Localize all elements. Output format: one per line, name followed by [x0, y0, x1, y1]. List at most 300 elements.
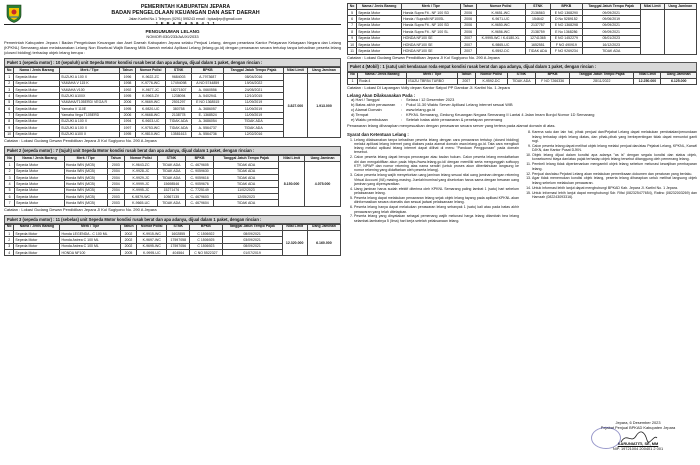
table-cell: Sepeda Motor: [357, 22, 402, 28]
column-header: STNK: [525, 4, 551, 10]
table-cell: 2136563: [525, 10, 551, 16]
table-cell: 05/01/2023: [582, 35, 640, 41]
paket2-rows: [5, 162, 341, 207]
table-cell: 7: [348, 22, 357, 28]
paket4-location: Catatan : Lokasi Di Lapangan Volly depan Kantor Satpol PP Damkar Jl. Kartini No. 1 Jepara: [347, 85, 510, 91]
column-header: Uang Jaminan: [305, 156, 341, 162]
paket3-continued-table: [347, 3, 697, 55]
table-cell: 09/06/2019: [582, 16, 640, 22]
column-header: Tahun: [460, 4, 476, 10]
table-cell: TIDAK ADA: [157, 200, 185, 206]
table-cell: F NO 9269234: [551, 48, 582, 54]
schedule-list: [347, 98, 697, 122]
table-cell: Sepeda Motor: [14, 237, 60, 243]
table-cell: HONDA NF100 SE: [402, 48, 461, 54]
regency-crest-icon: [6, 4, 22, 23]
schedule-item-label: d) Tempat: [351, 111, 369, 117]
column-header: Tanggal Jatuh Tempo Pajak: [214, 156, 279, 162]
table-cell: 2003: [107, 200, 125, 206]
deposit-value-cell: 1.913.000: [307, 74, 340, 138]
table-cell: K-9995-UC: [137, 250, 167, 256]
table-cell: A- 5402941: [192, 93, 224, 99]
column-header: Tahun: [458, 72, 475, 78]
table-cell: 12741365: [525, 35, 551, 41]
column-header: Nilai Limit: [640, 4, 664, 10]
table-cell: 2501297: [166, 99, 192, 105]
table-cell: Honda WIN (MCB): [64, 194, 107, 200]
handwritten-signature-icon: [619, 430, 659, 446]
paket1-rows: [5, 74, 341, 138]
schedule-item-value: Pukul 11.30 Waktu Server Aplikasi Lelang internet sesuai WIB: [406, 102, 513, 107]
table-cell: Honda WIN (MCB): [64, 174, 107, 180]
table-cell: Sepeda Motor: [357, 35, 402, 41]
table-cell: 15271476: [157, 187, 185, 193]
table-cell: HONDA NF100 SE: [402, 35, 461, 41]
table-cell: 2138759: [525, 29, 551, 35]
table-cell: 12/10/2015: [224, 93, 284, 99]
terms-item: 5. Peserta lelang dapat melakukan penawaran lelang sejak objek lelang tayang pada aplikasi KPKNL akan diinformasikan secara otomatis dan sesuai jadwal pelaksanaan lelang.: [354, 196, 519, 205]
table-cell: YAMAHA V 115 K: [60, 80, 120, 86]
table-cell: 08/09/2021: [222, 230, 282, 236]
table-cell: 2137757: [525, 22, 551, 28]
table-cell: 15698546: [157, 181, 185, 187]
table-cell: 1994: [119, 118, 135, 124]
table-cell: 5: [5, 99, 14, 105]
letterhead-city: J E P A R A 5 9 4 1 1: [155, 21, 216, 27]
table-cell: 8: [5, 118, 14, 124]
table-cell: Sepeda Motor: [15, 168, 65, 174]
column-header: No: [5, 68, 14, 74]
table-cell: YAMAHA V100: [60, 87, 120, 93]
table-cell: 1: [348, 78, 358, 84]
table-cell: E NO 1368298: [551, 22, 582, 28]
paket3-table: [4, 224, 341, 257]
paket3-location: Catatan : Lokasi Gudang Dewan Pendidikan Jepara Jl Kol Sugiyono No. 290 A Jepara: [347, 54, 500, 60]
table-cell: TIDAK ADA: [166, 118, 192, 124]
table-cell: 2006: [460, 22, 476, 28]
letterhead-address: Jalan Kartini No.1 Telepon (0291) 595243 email : bpkadjep@gmail.com: [128, 16, 243, 21]
table-cell: C- 4679605: [185, 162, 213, 168]
table-cell: C 1506925: [190, 237, 222, 243]
table-cell: Honda Supra Fit - NF 100 SD: [402, 10, 461, 16]
table-cell: 1998: [119, 80, 135, 86]
schedule-item-label: c) Alamat Domain: [351, 106, 382, 112]
table-cell: Yamaha V 110E: [60, 106, 120, 112]
column-header: Merk / Tipe: [60, 68, 120, 74]
table-cell: Sepeda Motor: [15, 162, 65, 168]
column-header: STNK: [157, 156, 185, 162]
table-cell: 2004: [107, 187, 125, 193]
table-cell: 1602855: [167, 230, 190, 236]
table-cell: 3: [5, 174, 15, 180]
announcement-number: NOMOR:030/233/AA/XI/2033: [146, 33, 199, 39]
table-cell: Honda Supra Fit - NF 100 SL: [402, 29, 461, 35]
table-cell: C- 9059676: [185, 181, 213, 187]
table-cell: F NO 7266336: [535, 78, 569, 84]
table-cell: 11/09/2019: [224, 112, 284, 118]
table-cell: 6: [5, 194, 15, 200]
table-cell: 1: [5, 230, 14, 236]
table-cell: 2: [5, 237, 14, 243]
table-cell: 09/09/2021: [582, 22, 640, 28]
limit-value-cell: 8.150.000: [278, 162, 304, 207]
terms-item: 8. Karena satu dan lain hal, pihak penjual dan/Pejabat Lelang dapat melakukan pembatalan/penundaan lelang terhadap objek lelang diatas, dan pihak-pihak yang berkepentingan tidak dapat menuntut ganti rugi.: [532, 130, 697, 143]
table-cell: 17597058: [167, 237, 190, 243]
table-cell: 08/04/2016: [224, 74, 284, 80]
terms-item: 15. Untuk informasi lebih lanjut dapat menghubungi Sdr. Rifai (082325477654), Ratino (08232003269) dan Hamzah (082243093316).: [532, 191, 697, 200]
terms-item: 2. Calon peserta lelang dapat berupa perorangan atau badan hukum. Calon peserta lelang mendaftarkan diri dan mengaktifkan akun pada https://www.lelang.go.id/ dengan memiliki serta mengunggah softcopy KTP, NPWP dan nomor rekening atas nama sendiri (untuk proses akun diberitahukan langsung ke nomor rekening yang didaftarkan oleh peserta lelang).: [354, 155, 519, 172]
table-cell: Sepeda Motor: [14, 93, 60, 99]
table-cell: Sepeda Motor: [15, 200, 65, 206]
column-header: Nama / Jenis Barang: [15, 156, 65, 162]
table-cell: 24/05/2021: [224, 87, 284, 93]
table-cell: Sepeda Motor: [14, 74, 60, 80]
table-cell: Honda / Supra8t NF100SL: [402, 16, 461, 22]
paket4-heading: Paket 4 (Mobil) : 1 (satu) unit kendaraan roda empat kondisi rusak berat dan apa adanya, dijual dalam 1 paket, dengan rincian :: [347, 62, 697, 71]
table-cell: Honda Astrea C 100 ML: [60, 243, 120, 249]
table-cell: [640, 10, 664, 55]
terms-item: 10. Objek lelang dijual dalam kondisi apa adanya "as is" dengan segala kondisi dan status objek, konsekuensi biaya dan/atau pajak terhadap objek lelang tersebut ditanggung oleh pemenang lelang.: [532, 153, 697, 162]
table-cell: 2002: [120, 230, 136, 236]
table-cell: A- 3686057: [192, 106, 224, 112]
terms-item: 14. Untuk informasi lebih lanjut dapat menghubungi BPKAD Kab. Jepara Jl. Kartini No. 1 Jepara.: [532, 186, 697, 190]
table-cell: E No 1368286: [551, 29, 582, 35]
table-cell: 11/09/2019: [224, 99, 284, 105]
table-cell: 2002: [120, 237, 136, 243]
table-cell: Sepeda Motor: [14, 131, 60, 137]
table-cell: K-9665-UC: [125, 200, 158, 206]
table-cell: 9684003: [166, 74, 192, 80]
table-cell: K-9643-ZC: [125, 162, 158, 168]
table-cell: SUZUKI A100 X: [60, 131, 120, 137]
table-cell: A- 5564736: [192, 131, 224, 137]
table-cell: 09/09/2021: [582, 29, 640, 35]
table-cell: 2138778: [166, 112, 192, 118]
terms-item: 3. Calon peserta lelang wajib menyetorkan uang jaminan lelang sesuai nilai uang jaminan dengan rekening Virtual Account (VA) masing-masing. Jumlah/nominal yang disetorkan harus sama dengan besaran uang jaminan yang dipersyaratkan.: [354, 173, 519, 186]
table-cell: 2006: [460, 16, 476, 22]
table-cell: 4: [5, 250, 14, 256]
table-cell: K-9651-WC: [476, 10, 525, 16]
table-cell: Sepeda Motor: [14, 230, 60, 236]
table-cell: Honda WIN (MCB): [64, 200, 107, 206]
paket2-table: [4, 155, 341, 207]
table-cell: TIDAK ADA: [157, 174, 185, 180]
table-cell: 9: [348, 35, 357, 41]
paket3-rows: [5, 230, 341, 256]
table-cell: K-9669-WC: [136, 99, 166, 105]
column-header: Tahun: [107, 156, 125, 162]
terms-section: [347, 130, 697, 223]
schedule-item-value: www.lelang.go.id: [406, 106, 436, 112]
schedule-item-label: e) Waktu pembukaan: [351, 116, 388, 122]
table-cell: Sepeda Motor: [14, 99, 60, 105]
table-cell: Sepeda Motor: [357, 16, 402, 22]
table-cell: 1: [5, 162, 15, 168]
table-cell: 3: [5, 87, 14, 93]
terms-item: 11. Pembeli lelang tidak diperkenankan mengambil objek lelang sebelum melunasi kewajiban pembayaran lelang.: [532, 162, 697, 171]
table-cell: 2005: [120, 250, 136, 256]
column-header: Uang Jaminan: [664, 4, 696, 10]
column-header: No: [348, 4, 357, 10]
table-cell: K-9592-DC: [475, 78, 507, 84]
table-cell: E NO 1368290: [551, 10, 582, 16]
table-cell: Sepeda Motor: [14, 80, 60, 86]
table-cell: 404564: [167, 250, 190, 256]
table-cell: Honda Astrea C 100 ML: [60, 237, 120, 243]
table-cell: 18271507: [166, 87, 192, 93]
paket1-heading: Paket 1 (sepeda motor) : 10 (sepuluh) unit Sepeda Motor kondisi rusak berat dan apa adanya, dijual dalam 1 paket, dengan rincian :: [4, 58, 341, 67]
table-cell: Sepeda Motor: [14, 125, 60, 131]
table-cell: 17494098: [166, 80, 192, 86]
table-cell: 7: [5, 200, 15, 206]
table-cell: Sepeda Motor: [14, 87, 60, 93]
table-cell: 2007: [460, 41, 476, 47]
column-header: No: [5, 156, 15, 162]
schedule-item-label: a) Hari / Tanggal: [351, 97, 380, 103]
column-header: Nama / Jenis Barang: [14, 68, 60, 74]
table-cell: 8: [348, 29, 357, 35]
table-cell: ISUZU TBR54 TURBO: [407, 78, 458, 84]
table-cell: Honda Supra Fit - NF 100 SD: [402, 22, 461, 28]
table-cell: 2: [5, 80, 14, 86]
table-cell: 2006: [119, 99, 135, 105]
terms-item: 6. Peserta lelang hanya dapat melakukan penawaran lelang sebanyak 1 (satu) kali atau pada batas akhir penawaran yang telah ditetapkan.: [354, 205, 519, 214]
signature-title: Pejabat Penjual BPKAD Kabupaten Jepara: [600, 424, 676, 430]
table-cell: C- 4679603: [185, 194, 213, 200]
table-cell: TIDAK ADA: [214, 181, 279, 187]
table-cell: 1997: [119, 125, 135, 131]
terms-list-right: [525, 130, 697, 199]
column-header: Nomor Polisi: [476, 4, 525, 10]
paket4-table: [347, 72, 697, 85]
table-cell: SUZUKI A100X: [60, 93, 120, 99]
table-cell: TIDAK ADA: [214, 174, 279, 180]
column-header: No: [348, 72, 358, 78]
announcement-title: PENGUMUMAN LELANG: [145, 29, 200, 34]
table-cell: TIDAK ADA: [214, 200, 279, 206]
table-cell: 19/04/2022: [224, 80, 284, 86]
signature-place-date: Jepara, 6 Desember 2023: [615, 420, 661, 425]
table-cell: 10: [5, 131, 14, 137]
deposit-value-cell: 4.075.000: [305, 162, 341, 207]
table-cell: 2003: [107, 162, 125, 168]
table-cell: K-9999-JC: [125, 181, 158, 187]
column-header: STNK: [166, 68, 192, 74]
table-cell: 09/09/2021: [582, 10, 640, 16]
table-cell: 08/09/2021: [222, 243, 282, 249]
table-cell: K-9995-WC / K-6180-XL: [476, 35, 525, 41]
table-cell: K-9929-JC: [125, 174, 158, 180]
table-cell: C- 9059616: [185, 174, 213, 180]
table-cell: E NO 1452279: [551, 35, 582, 41]
paket2-heading: Paket 2 (sepeda motor) : 7 (tujuh) unit Sepeda Motor kondisi rusak berat dan apa adanya, dijual dalam 1 paket, dengan rincian :: [4, 146, 341, 155]
table-cell: Roda 4: [358, 78, 407, 84]
table-cell: 11/09/2019: [224, 106, 284, 112]
table-cell: HONDA NF100: [60, 250, 120, 256]
table-cell: 1995: [119, 93, 135, 99]
table-cell: 6: [5, 106, 14, 112]
table-cell: 2002: [120, 243, 136, 249]
table-cell: D No 5289152: [551, 16, 582, 22]
table-cell: TIDAK ADA: [157, 168, 185, 174]
column-header: Merk / Tipe: [402, 4, 461, 10]
table-cell: Sepeda Motor: [15, 174, 65, 180]
table-cell: 2003: [107, 194, 125, 200]
column-header: STNK: [507, 72, 535, 78]
schedule-title: Lelang Akan Dilaksanakan Pada :: [347, 92, 416, 98]
table-cell: 03/09/2021: [222, 237, 282, 243]
column-header: BPKB: [190, 224, 222, 230]
terms-item: 1. Lelang dilaksanakan tanpa kehadiran peserta lelang dengan cara penawaran tertutup (closed bidding) melalui aplikasi lelang internet yang diakses pada alamat domain www.lelang.go.id. Tata cara mengikuti lelang melalui aplikasi lelang internet dapat dilihat di menu "Panduan Penggunaan" pada domain tersebut.: [354, 138, 519, 155]
table-cell: C- 4679604: [185, 200, 213, 206]
terms-title: Syarat dan Ketentuan Lelang :: [347, 132, 409, 138]
table-cell: 4: [5, 181, 15, 187]
column-header: BPKB: [185, 156, 213, 162]
column-header: Nilai Limit: [278, 156, 304, 162]
table-cell: Honda WIN (MCB): [64, 181, 107, 187]
table-cell: Sepeda Motor: [14, 118, 60, 124]
schedule-item-value: KPKNL Semarang, Gedung Keuangan Negara Semarang II Lantai 4 Jalan Imam Bonjol Nomor 1D Semarang: [406, 111, 595, 117]
table-cell: E NO 1368515: [192, 99, 224, 105]
table-cell: K-9879-WC: [125, 194, 158, 200]
table-cell: Sepeda Motor: [15, 181, 65, 187]
table-cell: C- 7725149: [185, 187, 213, 193]
table-cell: 1992: [119, 87, 135, 93]
colon-separator: :: [401, 106, 403, 112]
table-cell: C NO 5522327: [190, 250, 222, 256]
table-cell: 7: [5, 112, 14, 118]
table-cell: K-9776-WC: [136, 80, 166, 86]
table-cell: 12/02/2016: [224, 131, 284, 137]
column-header: Nomor Polisi: [125, 156, 158, 162]
table-row: [348, 78, 697, 84]
table-cell: SUZUKI A 100 X: [60, 118, 120, 124]
table-cell: TIDAK ADA: [214, 162, 279, 168]
table-cell: K-9668-WC: [136, 112, 166, 118]
column-header: Nomor Polisi: [136, 68, 166, 74]
table-cell: [664, 10, 696, 55]
table-cell: TIDAK ADA: [224, 118, 284, 124]
table-cell: K-9603-UC: [136, 118, 166, 124]
table-cell: 380758: [166, 106, 192, 112]
column-header: Nama / Jenis Barang: [357, 4, 402, 10]
terms-item: 4. Uang jaminan harus sudah efektif diterima oleh KPKNL Semarang paling lambat 1 (satu) hari sebelum pelaksanaan lelang.: [354, 187, 519, 196]
limit-value-cell: 12.250.000: [634, 78, 661, 84]
paket4-rows: [348, 78, 697, 84]
table-cell: K-9592-DC: [476, 48, 525, 54]
column-header: BPKB: [551, 4, 582, 10]
table-cell: Sepeda Motor: [357, 29, 402, 35]
colon-separator: :: [401, 102, 403, 107]
table-cell: TIDAK ADA: [582, 48, 640, 54]
announcement-intro: Pemerintah Kabupaten Jepara / Badan Pengelolaan Keuangan dan Aset Daerah Kabupaten Jepara selaku Penjual Lelang, dengan perantara Kantor Pelayanan Kekayaan Negara dan Lelang (KPKNL) Semarang akan melaksanakan Lelang Non Eksekusi Wajib Barang Milik Daerah melalui Aplikasi Lelang (lelang.go.id) dengan penawaran secara tertutup tanpa kehadiran peserta lelang (closed bidding) terhadap objek lelang berupa :: [4, 40, 341, 56]
table-cell: 2007: [460, 35, 476, 41]
column-header: BPKB: [535, 72, 569, 78]
deposit-value-cell: 6.160.000: [307, 230, 340, 256]
table-cell: Sepeda Motor: [15, 187, 65, 193]
column-header: Tanggal Jatuh Tempo Pajak: [224, 68, 284, 74]
table-cell: 2004: [107, 174, 125, 180]
table-cell: SUZUKI A 100 X: [60, 74, 120, 80]
column-header: BPKB: [192, 68, 224, 74]
table-cell: SUZUKI A 100 X: [60, 125, 120, 131]
table-cell: 1995: [119, 106, 135, 112]
table-cell: K-9697-WC: [137, 237, 167, 243]
column-header: Tahun: [119, 68, 135, 74]
table-cell: 3: [5, 243, 14, 249]
table-cell: 1652551: [525, 41, 551, 47]
column-header: Tanggal Jatuh Tempo Pajak: [582, 4, 640, 10]
table-cell: K-9622-ZC: [136, 74, 166, 80]
terms-item: 12. Penjual dan/atau Pejabat Lelang akan melakukan pemeriksaan dokumen dan peraturan yang berlaku.: [532, 172, 697, 176]
table-cell: Sepeda Motor: [14, 243, 60, 249]
table-cell: TIDAK ADA: [214, 168, 279, 174]
column-header: Tahun: [120, 224, 136, 230]
table-cell: 12/05/2023: [214, 194, 279, 200]
table-cell: 4: [5, 93, 14, 99]
table-cell: K-9963-ZV: [136, 93, 166, 99]
schedule-item-value: Selasa / 12 Desember 2023: [406, 97, 455, 103]
table-cell: HONDA NF100 SE: [402, 41, 461, 47]
table-cell: C 1506922: [190, 230, 222, 236]
table-cell: 2007: [460, 48, 476, 54]
paket3-heading: Paket 3 (sepeda motor) : 11 (sebelas) unit Sepeda Motor kondisi rusak berat dan apa adanya, dijual dalam 1 paket, dengan rincian :: [4, 215, 341, 224]
table-cell: 9: [5, 125, 14, 131]
schedule-item: [347, 118, 697, 123]
limit-value-cell: 3.827.000: [283, 74, 307, 138]
table-cell: Sepeda Motor: [14, 250, 60, 256]
table-cell: 2006: [119, 112, 135, 118]
column-header: Nomor Polisi: [475, 72, 507, 78]
signature-name: KARUNIATITI, SE, MM: [617, 440, 659, 446]
table-cell: 2: [5, 168, 15, 174]
colon-separator: :: [401, 111, 403, 117]
table-cell: K-9928-JC: [125, 168, 158, 174]
colon-separator: :: [401, 97, 403, 103]
paket1-location: Catatan : Lokasi Gudang Dewan Pendidikan Jepara Jl Kol Sugiyono No. 290 A Jepara: [4, 138, 157, 144]
schedule-note: Penawaran lelang diharapkan menyesuaikan dengan penawaran secara server yang tertera pada alamat domain di atas.: [347, 122, 556, 128]
table-cell: 11/02/2023: [214, 187, 279, 193]
table-cell: 2006: [460, 10, 476, 16]
terms-list-left: [347, 138, 519, 224]
table-cell: 1238094: [166, 93, 192, 99]
table-cell: 10567135: [157, 194, 185, 200]
table-cell: E- 1368524: [192, 112, 224, 118]
table-cell: F NO 490919: [551, 41, 582, 47]
paket2-location: Catatan : Lokasi Gudang Dewan Pendidikan Jepara Jl Kol Sugiyono No. 290 A Jepara: [4, 206, 157, 212]
column-header: Nama / Jenis Barang: [14, 224, 60, 230]
table-cell: Sepeda Motor: [15, 194, 65, 200]
table-cell: 2007: [458, 78, 475, 84]
official-stamp-icon: [591, 427, 621, 449]
terms-item: 9. Calon peserta lelang dapat melihat objek lelang melalui penjual dan/atau Pejabat Lelang, KPKNL, Kanwil DJKN, dan Kantor Pusat DJKN.: [532, 144, 697, 153]
schedule-item-value: Setelah batas akhir penawaran & penetapan pemenang: [406, 116, 503, 122]
column-header: Uang Jaminan: [307, 68, 340, 74]
table-cell: Sepeda Motor: [14, 112, 60, 118]
limit-value-cell: 12.320.000: [282, 230, 307, 256]
table-cell: C 1506923: [190, 243, 222, 249]
table-cell: 1: [5, 74, 14, 80]
table-cell: Honda LEGENDA - C 100 ML: [60, 230, 120, 236]
column-header: Nama / Jenis Barang: [358, 72, 407, 78]
column-header: Nilai Limit: [634, 72, 661, 78]
table-cell: 16/12/2023: [582, 41, 640, 47]
table-cell: 6: [348, 16, 357, 22]
table-cell: A-7973687: [192, 74, 224, 80]
table-cell: 10: [348, 41, 357, 47]
table-cell: TIDAK ADA: [166, 125, 192, 131]
table-cell: Honda WIN (MCB): [64, 187, 107, 193]
